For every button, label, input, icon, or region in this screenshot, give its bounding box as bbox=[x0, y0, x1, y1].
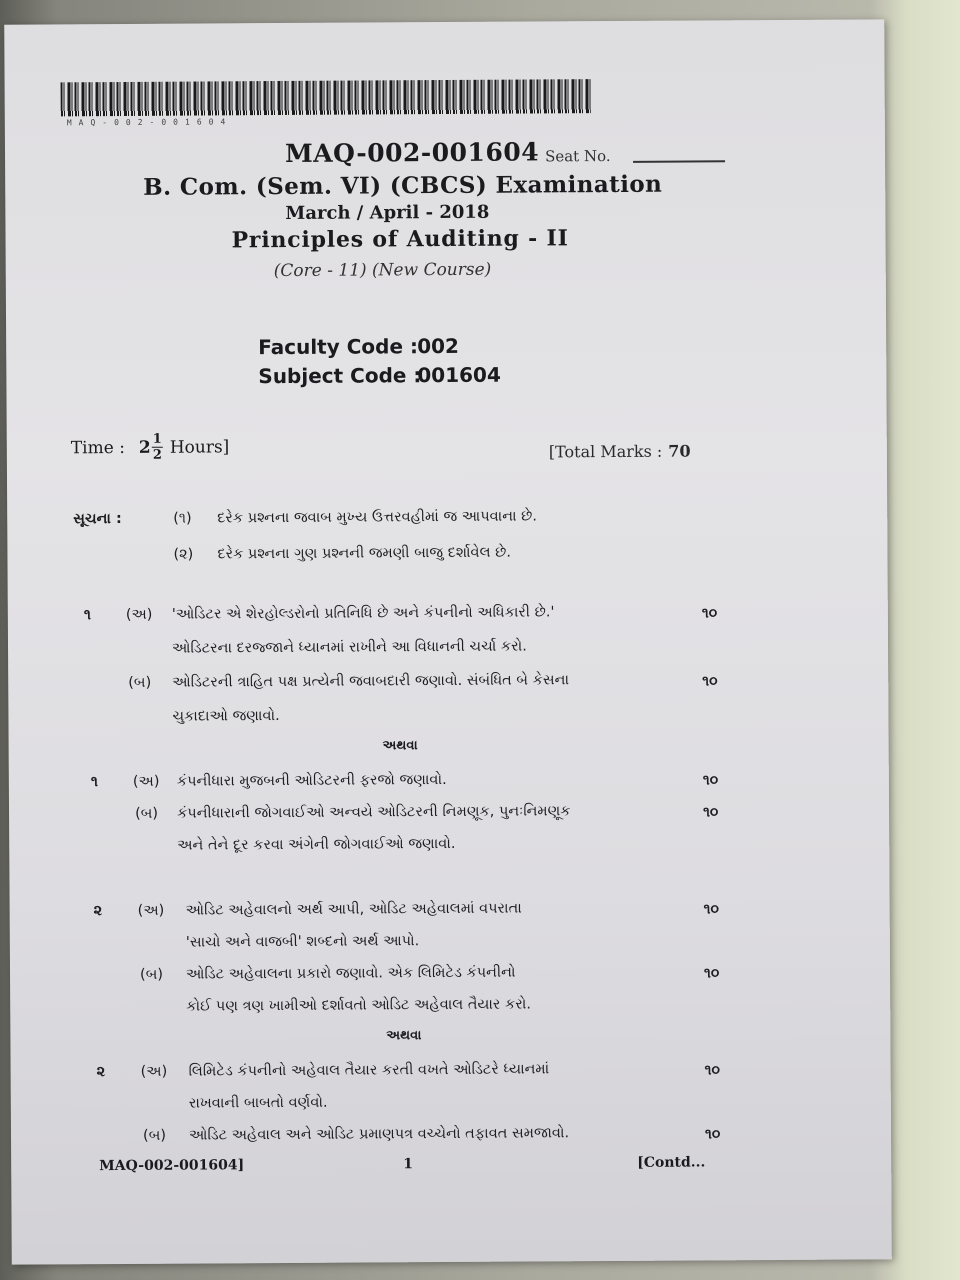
question-part-label: (અ) bbox=[132, 773, 160, 790]
time-suffix: Hours] bbox=[169, 436, 230, 458]
question-marks: ૧૦ bbox=[704, 1126, 721, 1143]
or-separator: અથવા bbox=[382, 738, 418, 754]
or-separator: અથવા bbox=[386, 1028, 422, 1044]
question-text-line: કોઈ પણ ત્રણ ખામીઓ દર્શાવતો ઓડિટ અહેવાલ તૈયાર કરો. bbox=[186, 996, 531, 1015]
instruction-2-text: દરેક પ્રશ્નના ગુણ પ્રશ્નની જમણી બાજુ દર્શાવેલ છે. bbox=[217, 544, 512, 563]
question-number: ૧ bbox=[83, 607, 91, 624]
barcode-caption: MAQ-002-001604 bbox=[66, 117, 233, 128]
question-marks: ૧૦ bbox=[702, 804, 719, 821]
faculty-code-label: Faculty Code : bbox=[258, 334, 419, 360]
footer-page-number: 1 bbox=[403, 1156, 413, 1173]
subject-code-value: 001604 bbox=[417, 362, 501, 388]
question-text-line: 'ઓડિટર એ શેરહોલ્ડરોનો પ્રતિનિધિ છે અને કંપનીનો અધિકારી છે.' bbox=[171, 604, 555, 623]
instruction-1-number: (૧) bbox=[173, 510, 192, 527]
instruction-2-number: (૨) bbox=[173, 546, 194, 563]
question-part-label: (બ) bbox=[128, 674, 152, 691]
seat-number-label: Seat No. bbox=[544, 146, 611, 166]
subject-title: Principles of Auditing - II bbox=[231, 225, 569, 254]
question-marks: ૧૦ bbox=[702, 673, 718, 690]
question-text-line: કંપનીધારા મુજબની ઓડિટરની ફરજો જણાવો. bbox=[176, 772, 447, 790]
course-line: (Core - 11) (New Course) bbox=[273, 259, 492, 282]
footer-continued: [Contd... bbox=[637, 1154, 706, 1171]
time-whole: 2 bbox=[138, 437, 151, 458]
question-text-line: લિમિટેડ કંપનીનો અહેવાલ તૈયાર કરતી વખતે ઓડિટરે ધ્યાનમાં bbox=[188, 1061, 550, 1080]
seat-number-line bbox=[633, 160, 725, 163]
question-text-line: ચુકાદાઓ જણાવો. bbox=[172, 708, 280, 725]
question-part-label: (અ) bbox=[125, 606, 153, 623]
question-text-line: ઓડિટરની ત્રાહિત પક્ષ પ્રત્યેની જવાબદારી જણાવો. સંબંધિત બે કેસના bbox=[172, 672, 570, 691]
time-fraction-numerator: 1 bbox=[152, 431, 162, 447]
faculty-code-value: 002 bbox=[417, 333, 459, 359]
question-marks: ૧૦ bbox=[703, 901, 719, 918]
question-text-line: કંપનીધારાની જોગવાઈઓ અન્વયે ઓડિટરની નિમણૂક, પુનઃનિમણૂક bbox=[176, 803, 571, 822]
time-allowed bbox=[71, 431, 230, 463]
faculty-code bbox=[258, 334, 459, 359]
footer-paper-code: MAQ-002-001604] bbox=[99, 1157, 245, 1175]
question-marks: ૧૦ bbox=[701, 605, 718, 622]
question-text-line: અને તેને દૂર કરવા અંગેની જોગવાઈઓ જણાવો. bbox=[177, 835, 456, 854]
question-number: ૨ bbox=[96, 1064, 106, 1081]
barcode bbox=[61, 79, 591, 116]
exam-paper bbox=[4, 19, 892, 1264]
question-part-label: (બ) bbox=[142, 1127, 167, 1144]
question-part-label: (બ) bbox=[139, 966, 164, 983]
total-marks bbox=[549, 442, 691, 462]
time-prefix: Time : bbox=[70, 437, 125, 458]
question-part-label: (અ) bbox=[140, 1063, 168, 1080]
question-text-line: ઓડિટ અહેવાલના પ્રકારો જણાવો. એક લિમિટેડ કંપનીનો bbox=[185, 964, 516, 983]
question-text-line: ઓડિટ અહેવાલનો અર્થ આપી, ઓડિટ અહેવાલમાં વપરાતા bbox=[185, 900, 522, 919]
question-text-line: 'સાચો અને વાજબી' શબ્દનો અર્થ આપો. bbox=[185, 933, 420, 951]
instruction-1-text: દરેક પ્રશ્નના જવાબ મુખ્ય ઉત્તરવહીમાં જ આપવાના છે. bbox=[217, 508, 538, 527]
subject-code bbox=[258, 363, 501, 388]
question-number: ૧ bbox=[90, 774, 99, 791]
question-text-line: ઓડિટરના દરજ્જાને ધ્યાનમાં રાખીને આ વિધાનની ચર્ચા કરો. bbox=[171, 638, 527, 657]
total-marks-label: [Total Marks : bbox=[548, 441, 663, 462]
question-marks: ૧૦ bbox=[703, 965, 720, 982]
question-marks: ૧૦ bbox=[702, 772, 719, 789]
paper-code: MAQ-002-001604 bbox=[284, 137, 540, 168]
question-number: ૨ bbox=[93, 903, 103, 920]
question-part-label: (બ) bbox=[134, 805, 159, 822]
question-marks: ૧૦ bbox=[704, 1062, 720, 1079]
subject-code-label: Subject Code : bbox=[258, 363, 422, 389]
instructions-label: સૂચના : bbox=[73, 510, 122, 528]
time-fraction bbox=[152, 432, 163, 463]
question-text-line: રાખવાની બાબતો વર્ણવો. bbox=[188, 1094, 328, 1112]
total-marks-value: 70 bbox=[668, 441, 691, 461]
question-text-line: ઓડિટ અહેવાલ અને ઓડિટ પ્રમાણપત્ર વચ્ચેનો તફાવત સમજાવો. bbox=[188, 1125, 570, 1144]
exam-name: B. Com. (Sem. VI) (CBCS) Examination bbox=[143, 170, 663, 201]
question-part-label: (અ) bbox=[137, 902, 165, 919]
time-fraction-denominator: 2 bbox=[152, 447, 162, 463]
exam-date: March / April - 2018 bbox=[285, 201, 490, 224]
